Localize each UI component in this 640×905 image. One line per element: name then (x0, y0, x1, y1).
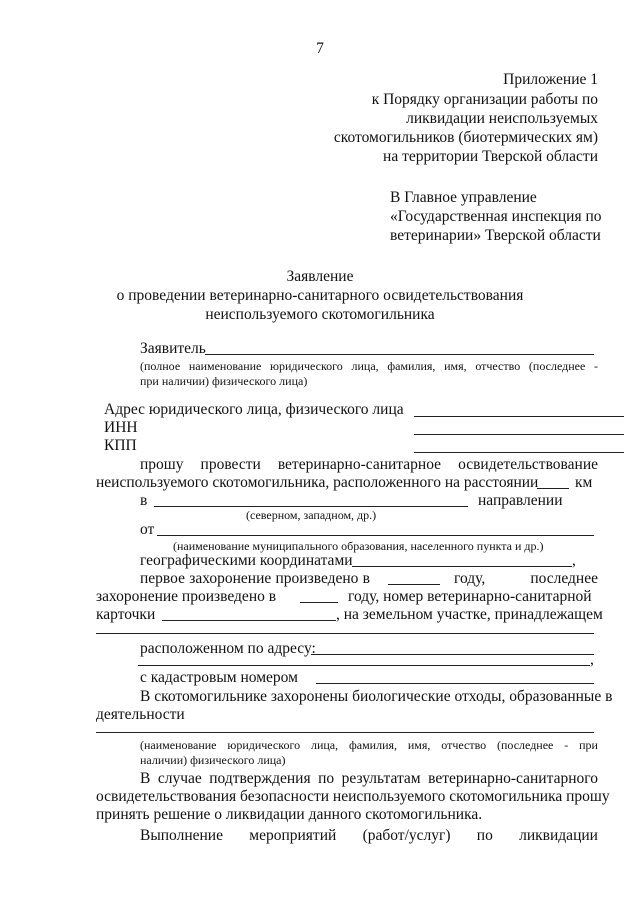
distance-input-line[interactable] (537, 488, 569, 489)
coords-input-line[interactable] (352, 566, 572, 567)
year-number-text: году, номер ветеринарно-санитарной (348, 588, 592, 605)
appendix-line: скотомогильников (биотермических ям) (333, 129, 598, 146)
direction-prefix: в (140, 492, 148, 509)
kpp-label: КПП (104, 437, 137, 454)
final-line: Выполнение мероприятий (работ/услуг) по ликвидации (140, 827, 598, 844)
owner-input-line[interactable] (96, 633, 594, 634)
title-line: о проведении ветеринарно-санитарного освидетельствования (116, 287, 524, 304)
applicant-hint-line2: при наличии) физического лица) (140, 374, 308, 388)
address-plot-input[interactable] (311, 654, 594, 655)
direction-input-line[interactable] (154, 506, 468, 507)
from-input-line[interactable] (157, 535, 594, 536)
card-label: карточки (96, 606, 156, 623)
applicant-input-line[interactable] (205, 354, 594, 355)
direction-hint: (северном, западном, др.) (246, 508, 377, 522)
address-comma: , (590, 651, 594, 668)
km-unit: км (575, 474, 593, 491)
direction-label: направлении (478, 492, 563, 509)
last-burial-year-input[interactable] (300, 602, 338, 603)
address-input-line[interactable] (414, 416, 624, 417)
confirm-line1: В случае подтверждения по результатам ветеринарно-санитарного (140, 770, 598, 787)
request-line2: неиспользуемого скотомогильника, расположенного на расстоянии (96, 474, 539, 491)
last-burial-text: захоронение произведено в (96, 588, 277, 605)
from-prefix: от (140, 521, 155, 538)
activity-hint-line2: наличии) физического лица) (140, 753, 286, 767)
cadastral-input[interactable] (316, 683, 594, 684)
address-plot-input-2[interactable] (138, 665, 590, 666)
buried-line1: В скотомогильнике захоронены биологические отходы, образованные в (140, 688, 613, 705)
first-burial-year-input[interactable] (388, 584, 440, 585)
addressee-line: ветеринарии» Тверской области (390, 227, 601, 244)
year-last-text: году, последнее (454, 570, 598, 587)
first-burial-text: первое захоронение произведено в (140, 570, 370, 587)
confirm-line3: принять решение о ликвидации данного скотомогильника. (96, 806, 483, 823)
coords-comma: , (572, 552, 576, 569)
title-line: неиспользуемого скотомогильника (205, 306, 435, 323)
appendix-line: Приложение 1 (503, 71, 598, 88)
land-plot-text: , на земельном участке, принадлежащем (336, 606, 603, 623)
coords-label: географическими координатами (140, 552, 353, 569)
addressee-line: В Главное управление (390, 189, 537, 206)
from-hint: (наименование муниципального образования, населенного пункта и др.) (173, 539, 544, 553)
inn-label: ИНН (104, 419, 138, 436)
title-line: Заявление (286, 268, 354, 285)
activity-input-line[interactable] (96, 732, 594, 733)
address-label: Адрес юридического лица, физического лица (104, 401, 404, 418)
appendix-line: к Порядку организации работы по (371, 91, 598, 108)
inn-input-line[interactable] (414, 434, 624, 435)
applicant-label: Заявитель (140, 340, 206, 357)
appendix-line: ликвидации неиспользуемых (406, 110, 598, 127)
kpp-input-line[interactable] (414, 452, 624, 453)
page-number: 7 (316, 40, 324, 57)
buried-line2: деятельности (96, 706, 185, 723)
activity-hint: (наименование юридического лица, фамилия, имя, отчество (последнее - при (140, 738, 598, 752)
located-at-label: расположенном по адресу: (140, 640, 316, 657)
confirm-line2: освидетельствования безопасности неиспользуемого скотомогильника прошу (96, 788, 610, 805)
addressee-line: «Государственная инспекция по (390, 208, 602, 225)
applicant-hint: (полное наименование юридического лица, фамилия, имя, отчество (последнее - (140, 359, 598, 373)
card-number-input[interactable] (162, 620, 336, 621)
request-line1: прошу провести ветеринарно-санитарное освидетельствование (140, 456, 598, 473)
cadastral-label: с кадастровым номером (140, 669, 298, 686)
appendix-line: на территории Тверской области (383, 148, 598, 165)
